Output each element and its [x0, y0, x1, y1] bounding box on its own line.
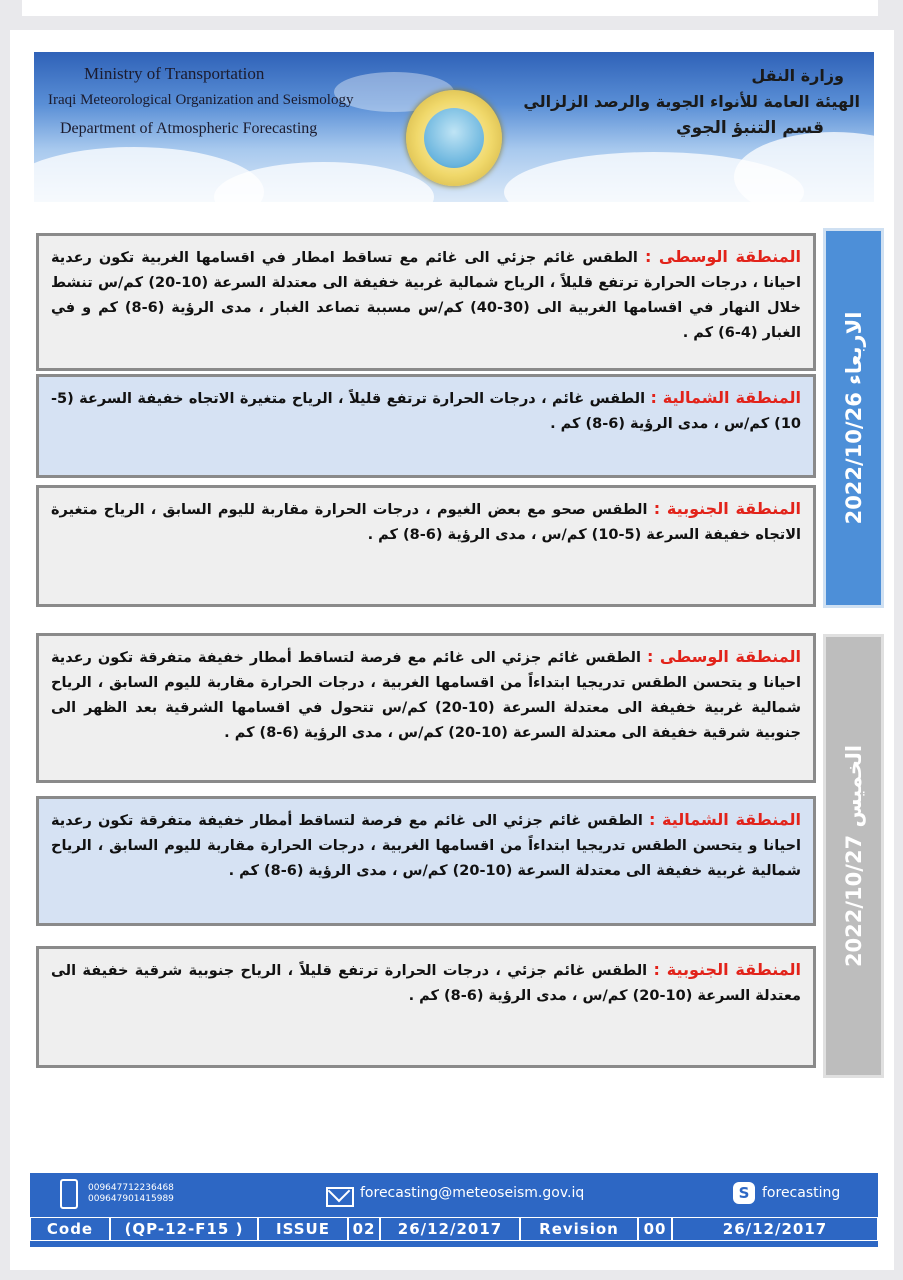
- logo-emblem-icon: [424, 108, 484, 168]
- mail-icon: [326, 1187, 354, 1207]
- region-label: المنطقة الوسطى :: [646, 647, 801, 666]
- phone-number-1: 009647712236468: [88, 1183, 174, 1193]
- issue-label: ISSUE: [258, 1217, 348, 1241]
- skype-handle: forecasting: [762, 1185, 841, 1201]
- header-banner: [34, 52, 874, 202]
- region-text: الطقس غائم ، درجات الحرارة ترتفع قليلاً ، الرياح متغيرة الاتجاه خفيفة السرعة (5-10) كم/س ، مدى الرؤية (6-8) كم .: [51, 391, 801, 432]
- day2-region-central: [36, 633, 816, 783]
- skype-icon: S: [733, 1182, 755, 1204]
- previous-page-edge: [22, 0, 878, 16]
- document-footer: [30, 1173, 878, 1247]
- region-label: المنطقة الشمالية :: [648, 810, 801, 829]
- header-en-department: Department of Atmospheric Forecasting: [60, 120, 318, 137]
- day2-region-south: [36, 946, 816, 1068]
- region-label: المنطقة الوسطى :: [644, 247, 801, 266]
- header-ar-organization: الهيئة العامة للأنواء الجوية والرصد الزلزالي: [523, 92, 860, 111]
- region-text: الطقس غائم جزئي ، درجات الحرارة ترتفع قليلاً ، الرياح جنوبية شرقية خفيفة الى معتدلة السرعة (10-20) كم/س ، مدى الرؤية (6-8) كم .: [51, 963, 801, 1004]
- region-label: المنطقة الشمالية :: [650, 388, 801, 407]
- day-column-2: [823, 634, 884, 1078]
- header-ar-ministry: وزارة النقل: [751, 66, 844, 85]
- forecast-page: [10, 30, 894, 1270]
- region-text: الطقس غائم جزئي الى غائم مع فرصة لتساقط أمطار خفيفة متفرقة تكون رعدية احيانا و يتحسن الطقس تدريجيا ابتداءاً من اقسامها الغربية ، درجات الحرارة مقاربة لليوم السابق ، الرياح شمالية غربية خفيفة الى معتدلة السرعة (10-20) كم/س تتحول في اقسامها الشرقية بعد الظهر الى جنوبية شرقية خفيفة الى معتدلة السرعة (10-20) كم/س ، مدى الرؤية (6-8) كم .: [51, 650, 801, 741]
- organization-logo: [406, 90, 502, 186]
- day2-region-north: [36, 796, 816, 926]
- region-label: المنطقة الجنوبية :: [653, 960, 801, 979]
- issue-value: 02: [348, 1217, 380, 1241]
- revision-date: 26/12/2017: [672, 1217, 878, 1241]
- day1-region-south: [36, 485, 816, 607]
- phone-numbers: [88, 1183, 174, 1205]
- issue-date: 26/12/2017: [380, 1217, 520, 1241]
- region-text: الطقس صحو مع بعض الغيوم ، درجات الحرارة مقاربة لليوم السابق ، الرياح متغيرة الاتجاه خفيفة السرعة (5-10) كم/س ، مدى الرؤية (6-8) كم .: [51, 502, 801, 543]
- region-text: الطقس غائم جزئي الى غائم مع فرصة لتساقط أمطار خفيفة متفرقة تكون رعدية احيانا و يتحسن الطقس تدريجيا ابتداءاً من اقسامها الغربية ، درجات الحرارة مقاربة لليوم السابق ، الرياح شمالية غربية خفيفة الى معتدلة السرعة (10-20) كم/س ، مدى الرؤية (6-8) كم .: [51, 813, 801, 879]
- header-en-ministry: Ministry of Transportation: [84, 64, 265, 83]
- code-label: Code: [30, 1217, 110, 1241]
- day1-region-central: [36, 233, 816, 371]
- phone-icon: [60, 1179, 78, 1209]
- region-text: الطقس غائم جزئي الى غائم مع تساقط امطار في اقسامها الغربية تكون رعدية احيانا ، درجات الحرارة ترتفع قليلاً ، الرياح شمالية غربية خفيفة الى معتدلة السرعة (10-20) كم/س تنشط خلال النهار في اقسامها الغربية الى (30-40) كم/س مسببة تصاعد الغبار ، مدى الرؤية (6-8) كم و في الغبار (4-6) كم .: [51, 250, 801, 341]
- region-label: المنطقة الجنوبية :: [653, 499, 801, 518]
- revision-label: Revision: [520, 1217, 638, 1241]
- day-label-2: الخميس 2022/10/27: [841, 744, 866, 968]
- document-code-row: [30, 1217, 878, 1241]
- day-column-1: [823, 228, 884, 608]
- code-value: (QP-12-F15 ): [110, 1217, 258, 1241]
- header-ar-department: قسم التنبؤ الجوي: [676, 118, 824, 138]
- header-en-organization: Iraqi Meteorological Organization and Seismology: [48, 92, 354, 108]
- phone-number-2: 009647901415989: [88, 1194, 174, 1204]
- day1-region-north: [36, 374, 816, 478]
- revision-value: 00: [638, 1217, 672, 1241]
- contact-email[interactable]: forecasting@meteoseism.gov.iq: [360, 1185, 585, 1201]
- day-label-1: الاربعاء 2022/10/26: [841, 311, 866, 525]
